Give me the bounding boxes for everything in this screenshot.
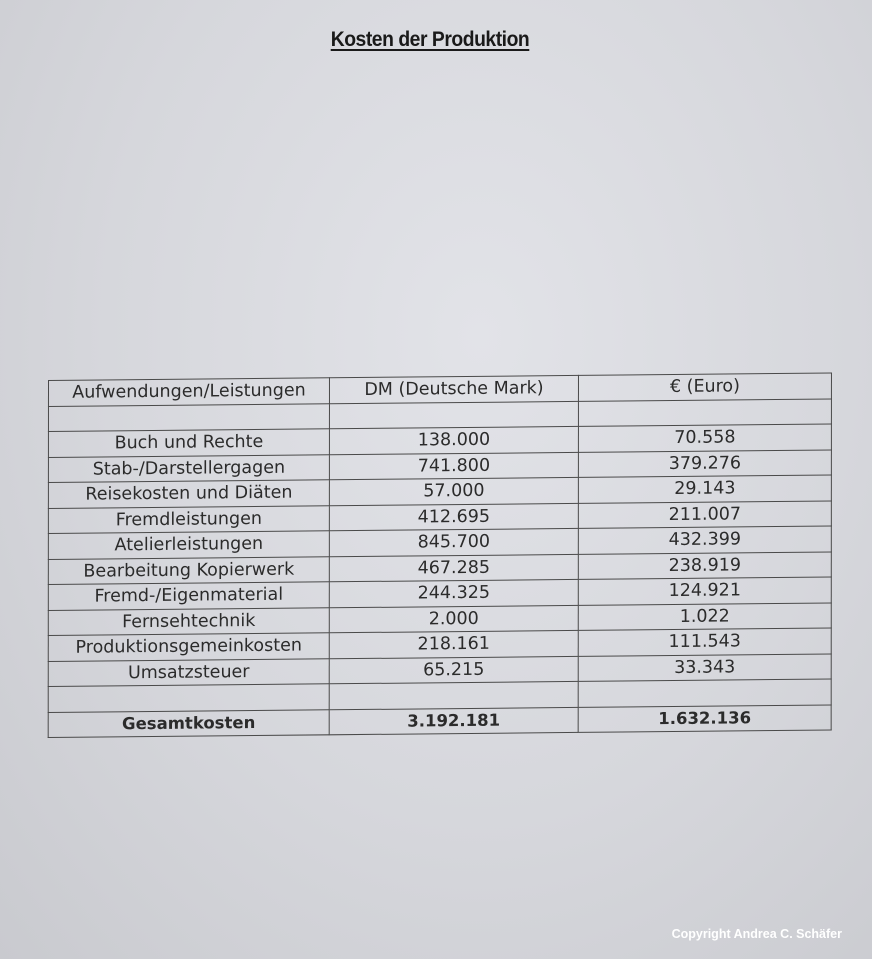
row-eur: 1.022 (578, 602, 831, 630)
document-title: Kosten der Produktion (330, 28, 530, 51)
row-dm: 244.325 (329, 579, 578, 607)
row-eur: 29.143 (578, 475, 831, 503)
row-item: Fremdleistungen (48, 505, 329, 533)
row-item: Fremd-/Eigenmaterial (48, 582, 329, 610)
row-item: Produktionsgemeinkosten (48, 633, 329, 661)
row-eur: 111.543 (578, 628, 831, 656)
row-dm: 65.215 (329, 656, 578, 684)
row-eur: 238.919 (578, 551, 831, 579)
row-item: Fernsehtechnik (48, 607, 329, 635)
empty-cell (578, 679, 831, 707)
cost-table (48, 372, 832, 738)
row-dm: 218.161 (329, 630, 578, 658)
row-item: Umsatzsteuer (48, 658, 329, 686)
row-eur: 379.276 (578, 449, 831, 477)
row-dm: 412.695 (329, 503, 578, 531)
row-dm: 467.285 (329, 554, 578, 582)
row-eur: 70.558 (578, 424, 831, 452)
row-item: Atelierleistungen (48, 531, 329, 559)
header-item: Aufwendungen/Leistungen (48, 378, 329, 406)
row-eur: 211.007 (578, 500, 831, 528)
row-eur: 33.343 (578, 653, 831, 681)
empty-cell (578, 398, 831, 426)
row-dm: 741.800 (329, 452, 578, 480)
row-dm: 57.000 (329, 477, 578, 505)
row-dm: 138.000 (329, 426, 578, 454)
empty-cell (48, 684, 329, 712)
total-eur: 1.632.136 (578, 704, 831, 732)
empty-cell (329, 681, 578, 709)
row-item: Buch und Rechte (48, 429, 329, 457)
row-item: Reisekosten und Diäten (48, 480, 329, 508)
total-label: Gesamtkosten (48, 709, 329, 737)
row-item: Bearbeitung Kopierwerk (48, 556, 329, 584)
row-dm: 2.000 (329, 605, 578, 633)
header-dm: DM (Deutsche Mark) (329, 375, 578, 403)
row-eur: 124.921 (578, 577, 831, 605)
header-eur: € (Euro) (578, 373, 831, 401)
empty-cell (48, 403, 329, 431)
empty-cell (329, 401, 578, 429)
row-dm: 845.700 (329, 528, 578, 556)
total-dm: 3.192.181 (329, 707, 578, 735)
row-eur: 432.399 (578, 526, 831, 554)
row-item: Stab-/Darstellergagen (48, 454, 329, 482)
copyright-watermark: Copyright Andrea C. Schäfer (671, 927, 842, 941)
